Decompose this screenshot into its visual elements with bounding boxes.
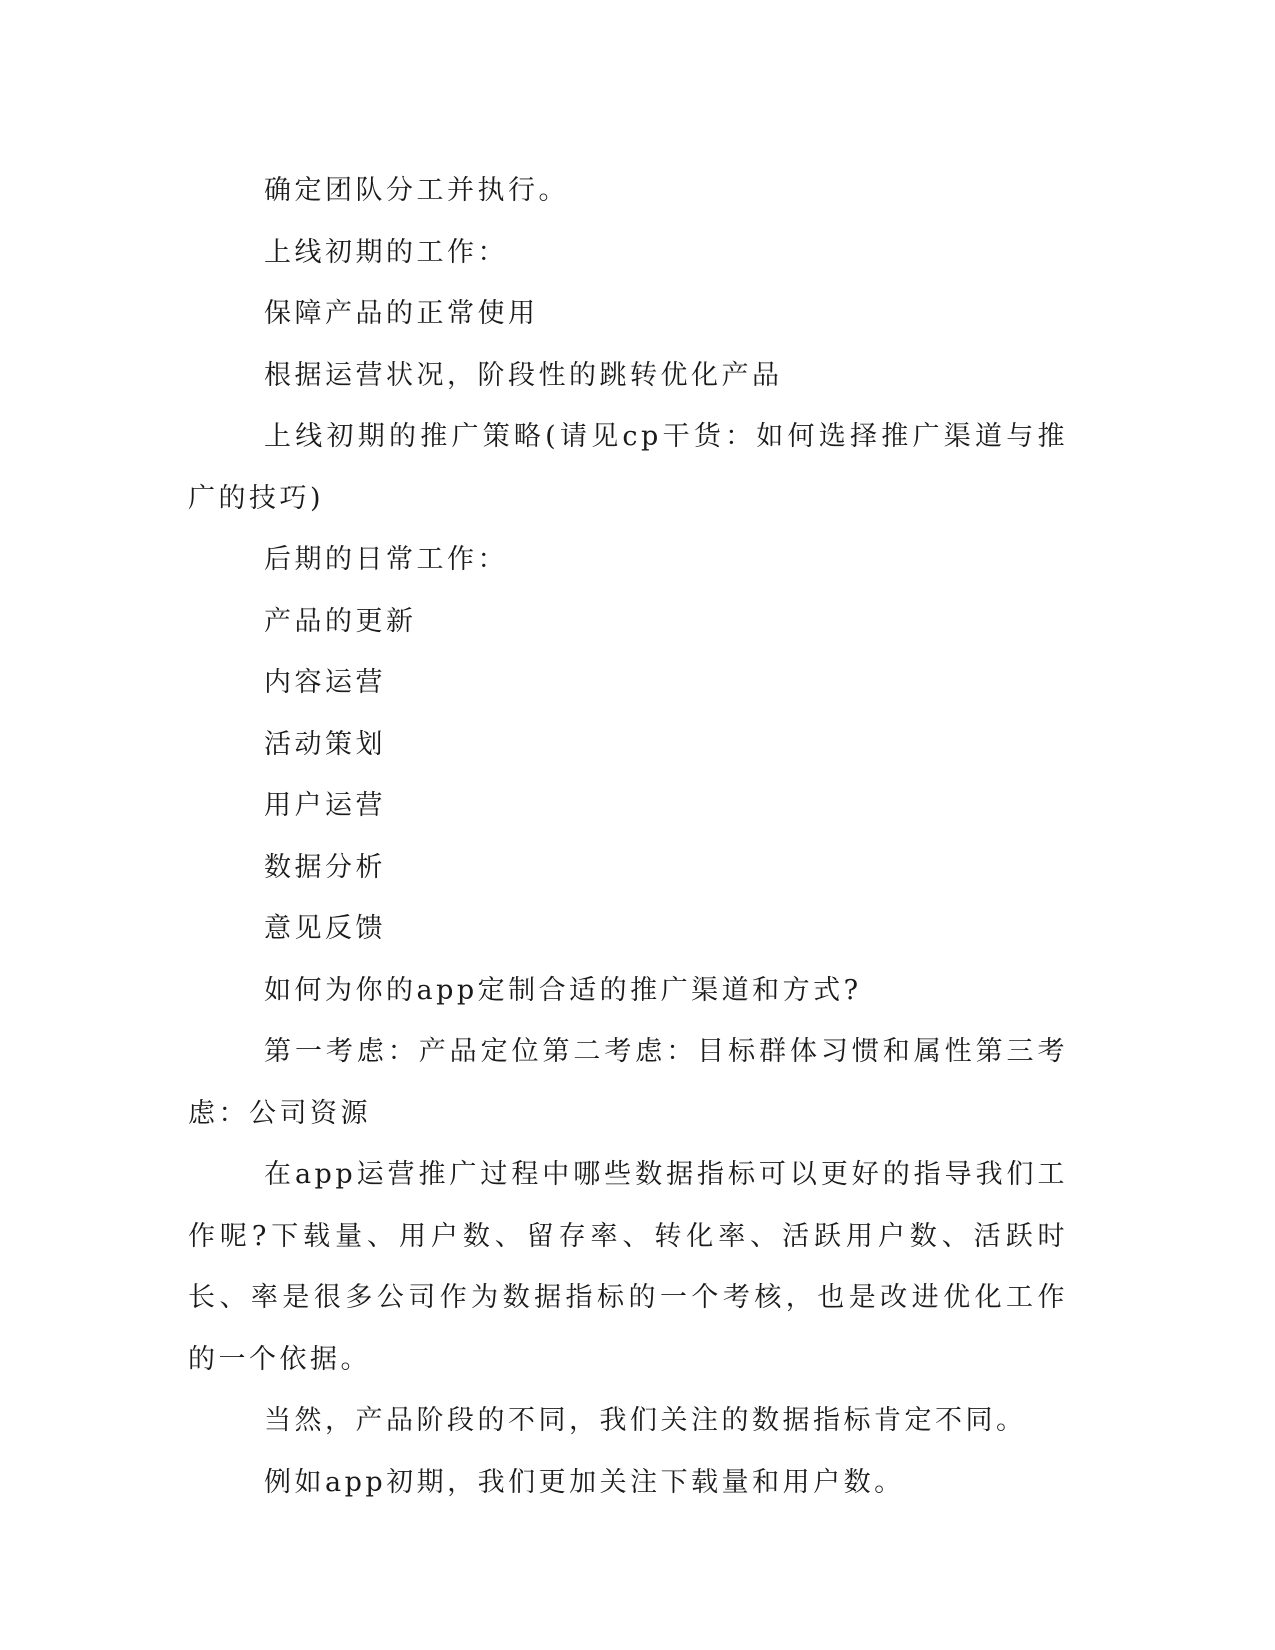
paragraph-data-metrics: 在app运营推广过程中哪些数据指标可以更好的指导我们工作呢?下载量、用户数、留存率、转化率、活跃用户数、活跃时长、率是很多公司作为数据指标的一个考核，也是改进优化工作的一个依据。 [188, 1159, 1068, 1375]
paragraph-stage-difference: 当然，产品阶段的不同，我们关注的数据指标肯定不同。 [264, 1405, 1027, 1436]
paragraph-considerations: 第一考虑：产品定位第二考虑：目标群体习惯和属性第三考虑：公司资源 [188, 1036, 1068, 1129]
paragraph-data-analysis: 数据分析 [264, 851, 386, 883]
paragraph-promotion-strategy: 上线初期的推广策略(请见cp干货：如何选择推广渠道与推广的技巧) [188, 421, 1068, 514]
paragraph-ensure-normal-use: 保障产品的正常使用 [264, 298, 539, 329]
document-body [188, 160, 1068, 1513]
paragraph-team-division: 确定团队分工并执行。 [264, 175, 569, 206]
paragraph-early-focus: 例如app初期，我们更加关注下载量和用户数。 [264, 1466, 905, 1498]
paragraph-feedback: 意见反馈 [264, 913, 386, 944]
paragraph-optimize-product: 根据运营状况，阶段性的跳转优化产品 [264, 359, 783, 391]
paragraph-launch-early-work: 上线初期的工作： [264, 236, 508, 268]
paragraph-product-update: 产品的更新 [264, 605, 417, 637]
paragraph-daily-work: 后期的日常工作： [264, 544, 508, 575]
paragraph-user-operation: 用户运营 [264, 790, 386, 821]
paragraph-content-operation: 内容运营 [264, 667, 386, 698]
paragraph-event-planning: 活动策划 [264, 728, 386, 760]
paragraph-custom-channels: 如何为你的app定制合适的推广渠道和方式? [264, 974, 862, 1006]
